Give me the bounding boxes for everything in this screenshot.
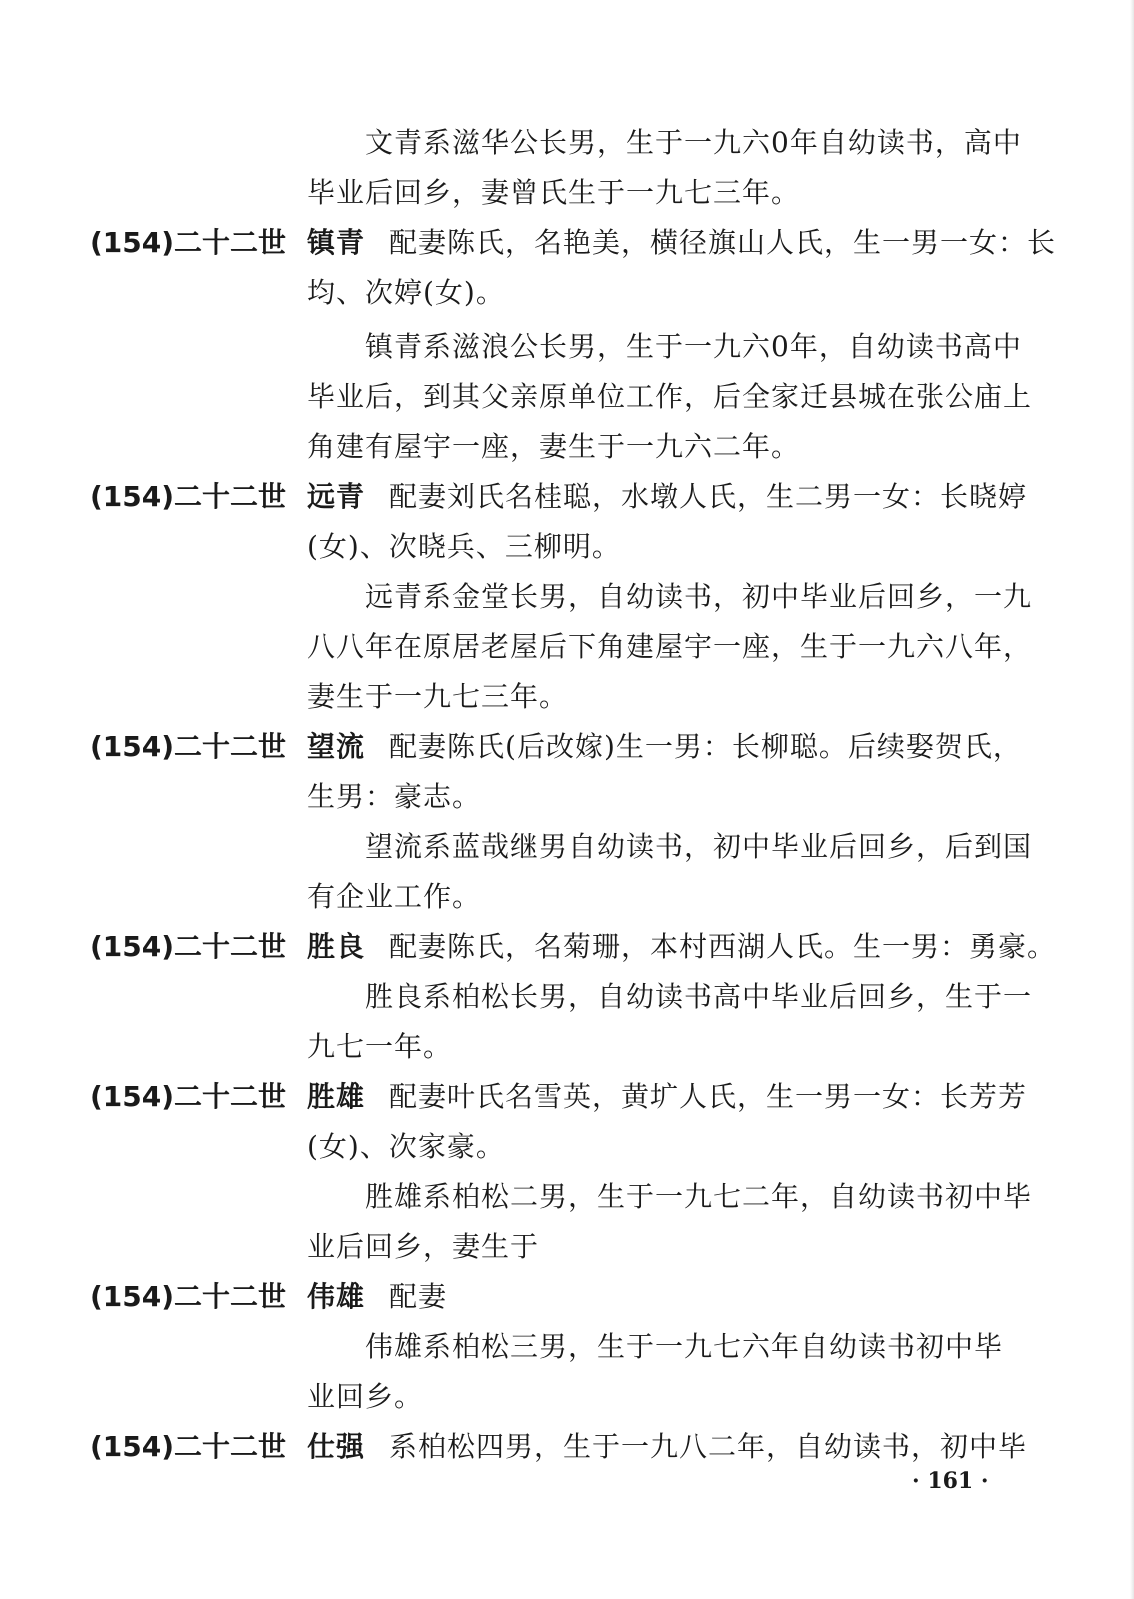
generation-label: (154)二十二世 bbox=[90, 480, 287, 513]
text-line bbox=[307, 1372, 1027, 1422]
entry-line bbox=[307, 1072, 1027, 1122]
text-line bbox=[307, 422, 1027, 472]
text-line bbox=[365, 1172, 1085, 1222]
line-text: 生男：豪志。 bbox=[307, 780, 482, 813]
line-text: (女)、次家豪。 bbox=[307, 1130, 505, 1163]
line-text: 远青系金堂长男，自幼读书，初中毕业后回乡，一九 bbox=[365, 580, 1033, 613]
line-text: 毕业后回乡，妻曾氏生于一九七三年。 bbox=[307, 176, 801, 209]
person-name: 仕强 bbox=[307, 1430, 366, 1463]
text-line bbox=[307, 372, 1033, 422]
text-line bbox=[307, 622, 1033, 672]
line-text: 九七一年。 bbox=[307, 1030, 453, 1063]
person-name: 胜雄 bbox=[307, 1080, 366, 1113]
line-text: 文青系滋华公长男，生于一九六0年自幼读书，高中 bbox=[365, 126, 1022, 159]
line-text: 配妻陈氏，名菊珊，本村西湖人氏。生一男：勇豪。 bbox=[389, 930, 1057, 963]
line-text: 系柏松四男，生于一九八二年，自幼读书，初中毕 bbox=[389, 1430, 1028, 1463]
generation-label: (154)二十二世 bbox=[90, 930, 287, 963]
line-text: 镇青系滋浪公长男，生于一九六0年，自幼读书高中 bbox=[365, 330, 1022, 363]
line-text: 角建有屋宇一座，妻生于一九六二年。 bbox=[307, 430, 801, 463]
line-text: 业回乡。 bbox=[307, 1380, 424, 1413]
line-text: 配妻陈氏(后改嫁)生一男：长柳聪。后续娶贺氏， bbox=[389, 730, 1022, 763]
text-line bbox=[365, 822, 1085, 872]
person-name: 望流 bbox=[307, 730, 366, 763]
text-line bbox=[307, 522, 1027, 572]
text-line bbox=[365, 118, 1085, 168]
text-line bbox=[307, 1122, 1027, 1172]
entry-line bbox=[307, 218, 1057, 268]
person-name: 镇青 bbox=[307, 226, 366, 259]
text-line bbox=[307, 872, 1027, 922]
line-text: 望流系蓝哉继男自幼读书，初中毕业后回乡，后到国 bbox=[365, 830, 1033, 863]
line-text: 有企业工作。 bbox=[307, 880, 482, 913]
generation-label: (154)二十二世 bbox=[90, 226, 287, 259]
line-text: 均、次婷(女)。 bbox=[307, 276, 505, 309]
generation-label: (154)二十二世 bbox=[90, 730, 287, 763]
line-text: 配妻 bbox=[389, 1280, 448, 1313]
text-line bbox=[365, 1322, 1085, 1372]
entry-line bbox=[307, 1422, 1027, 1472]
line-text: 妻生于一九七三年。 bbox=[307, 680, 569, 713]
generation-label: (154)二十二世 bbox=[90, 1280, 287, 1313]
line-text: 胜雄系柏松二男，生于一九七二年，自幼读书初中毕 bbox=[365, 1180, 1033, 1213]
line-text: 配妻叶氏名雪英，黄圹人氏，生一男一女：长芳芳 bbox=[389, 1080, 1028, 1113]
text-line bbox=[365, 572, 1085, 622]
text-line bbox=[307, 1222, 1027, 1272]
line-text: 配妻刘氏名桂聪，水墩人氏，生二男一女：长晓婷 bbox=[389, 480, 1028, 513]
person-name: 胜良 bbox=[307, 930, 366, 963]
line-text: 业后回乡，妻生于 bbox=[307, 1230, 540, 1263]
line-text: (女)、次晓兵、三柳明。 bbox=[307, 530, 621, 563]
page-number: · 161 · bbox=[912, 1468, 989, 1494]
text-line bbox=[307, 672, 1027, 722]
line-text: 八八年在原居老屋后下角建屋宇一座，生于一九六八年， bbox=[307, 630, 1033, 663]
text-line bbox=[307, 268, 1027, 318]
entry-line bbox=[307, 722, 1027, 772]
entry-line bbox=[307, 1272, 1027, 1322]
generation-label: (154)二十二世 bbox=[90, 1080, 287, 1113]
line-text: 胜良系柏松长男，自幼读书高中毕业后回乡，生于一 bbox=[365, 980, 1033, 1013]
line-text: 配妻陈氏，名艳美，横径旗山人氏，生一男一女：长 bbox=[389, 226, 1057, 259]
scan-edge-shadow bbox=[1130, 0, 1134, 1599]
line-text: 毕业后，到其父亲原单位工作，后全家迁县城在张公庙上 bbox=[307, 380, 1033, 413]
text-line bbox=[307, 1022, 1027, 1072]
text-line bbox=[365, 322, 1085, 372]
person-name: 伟雄 bbox=[307, 1280, 366, 1313]
entry-line bbox=[307, 922, 1057, 972]
generation-label: (154)二十二世 bbox=[90, 1430, 287, 1463]
text-line bbox=[365, 972, 1085, 1022]
text-line bbox=[307, 168, 1027, 218]
entry-line bbox=[307, 472, 1027, 522]
text-line bbox=[307, 772, 1027, 822]
line-text: 伟雄系柏松三男，生于一九七六年自幼读书初中毕 bbox=[365, 1330, 1004, 1363]
person-name: 远青 bbox=[307, 480, 366, 513]
